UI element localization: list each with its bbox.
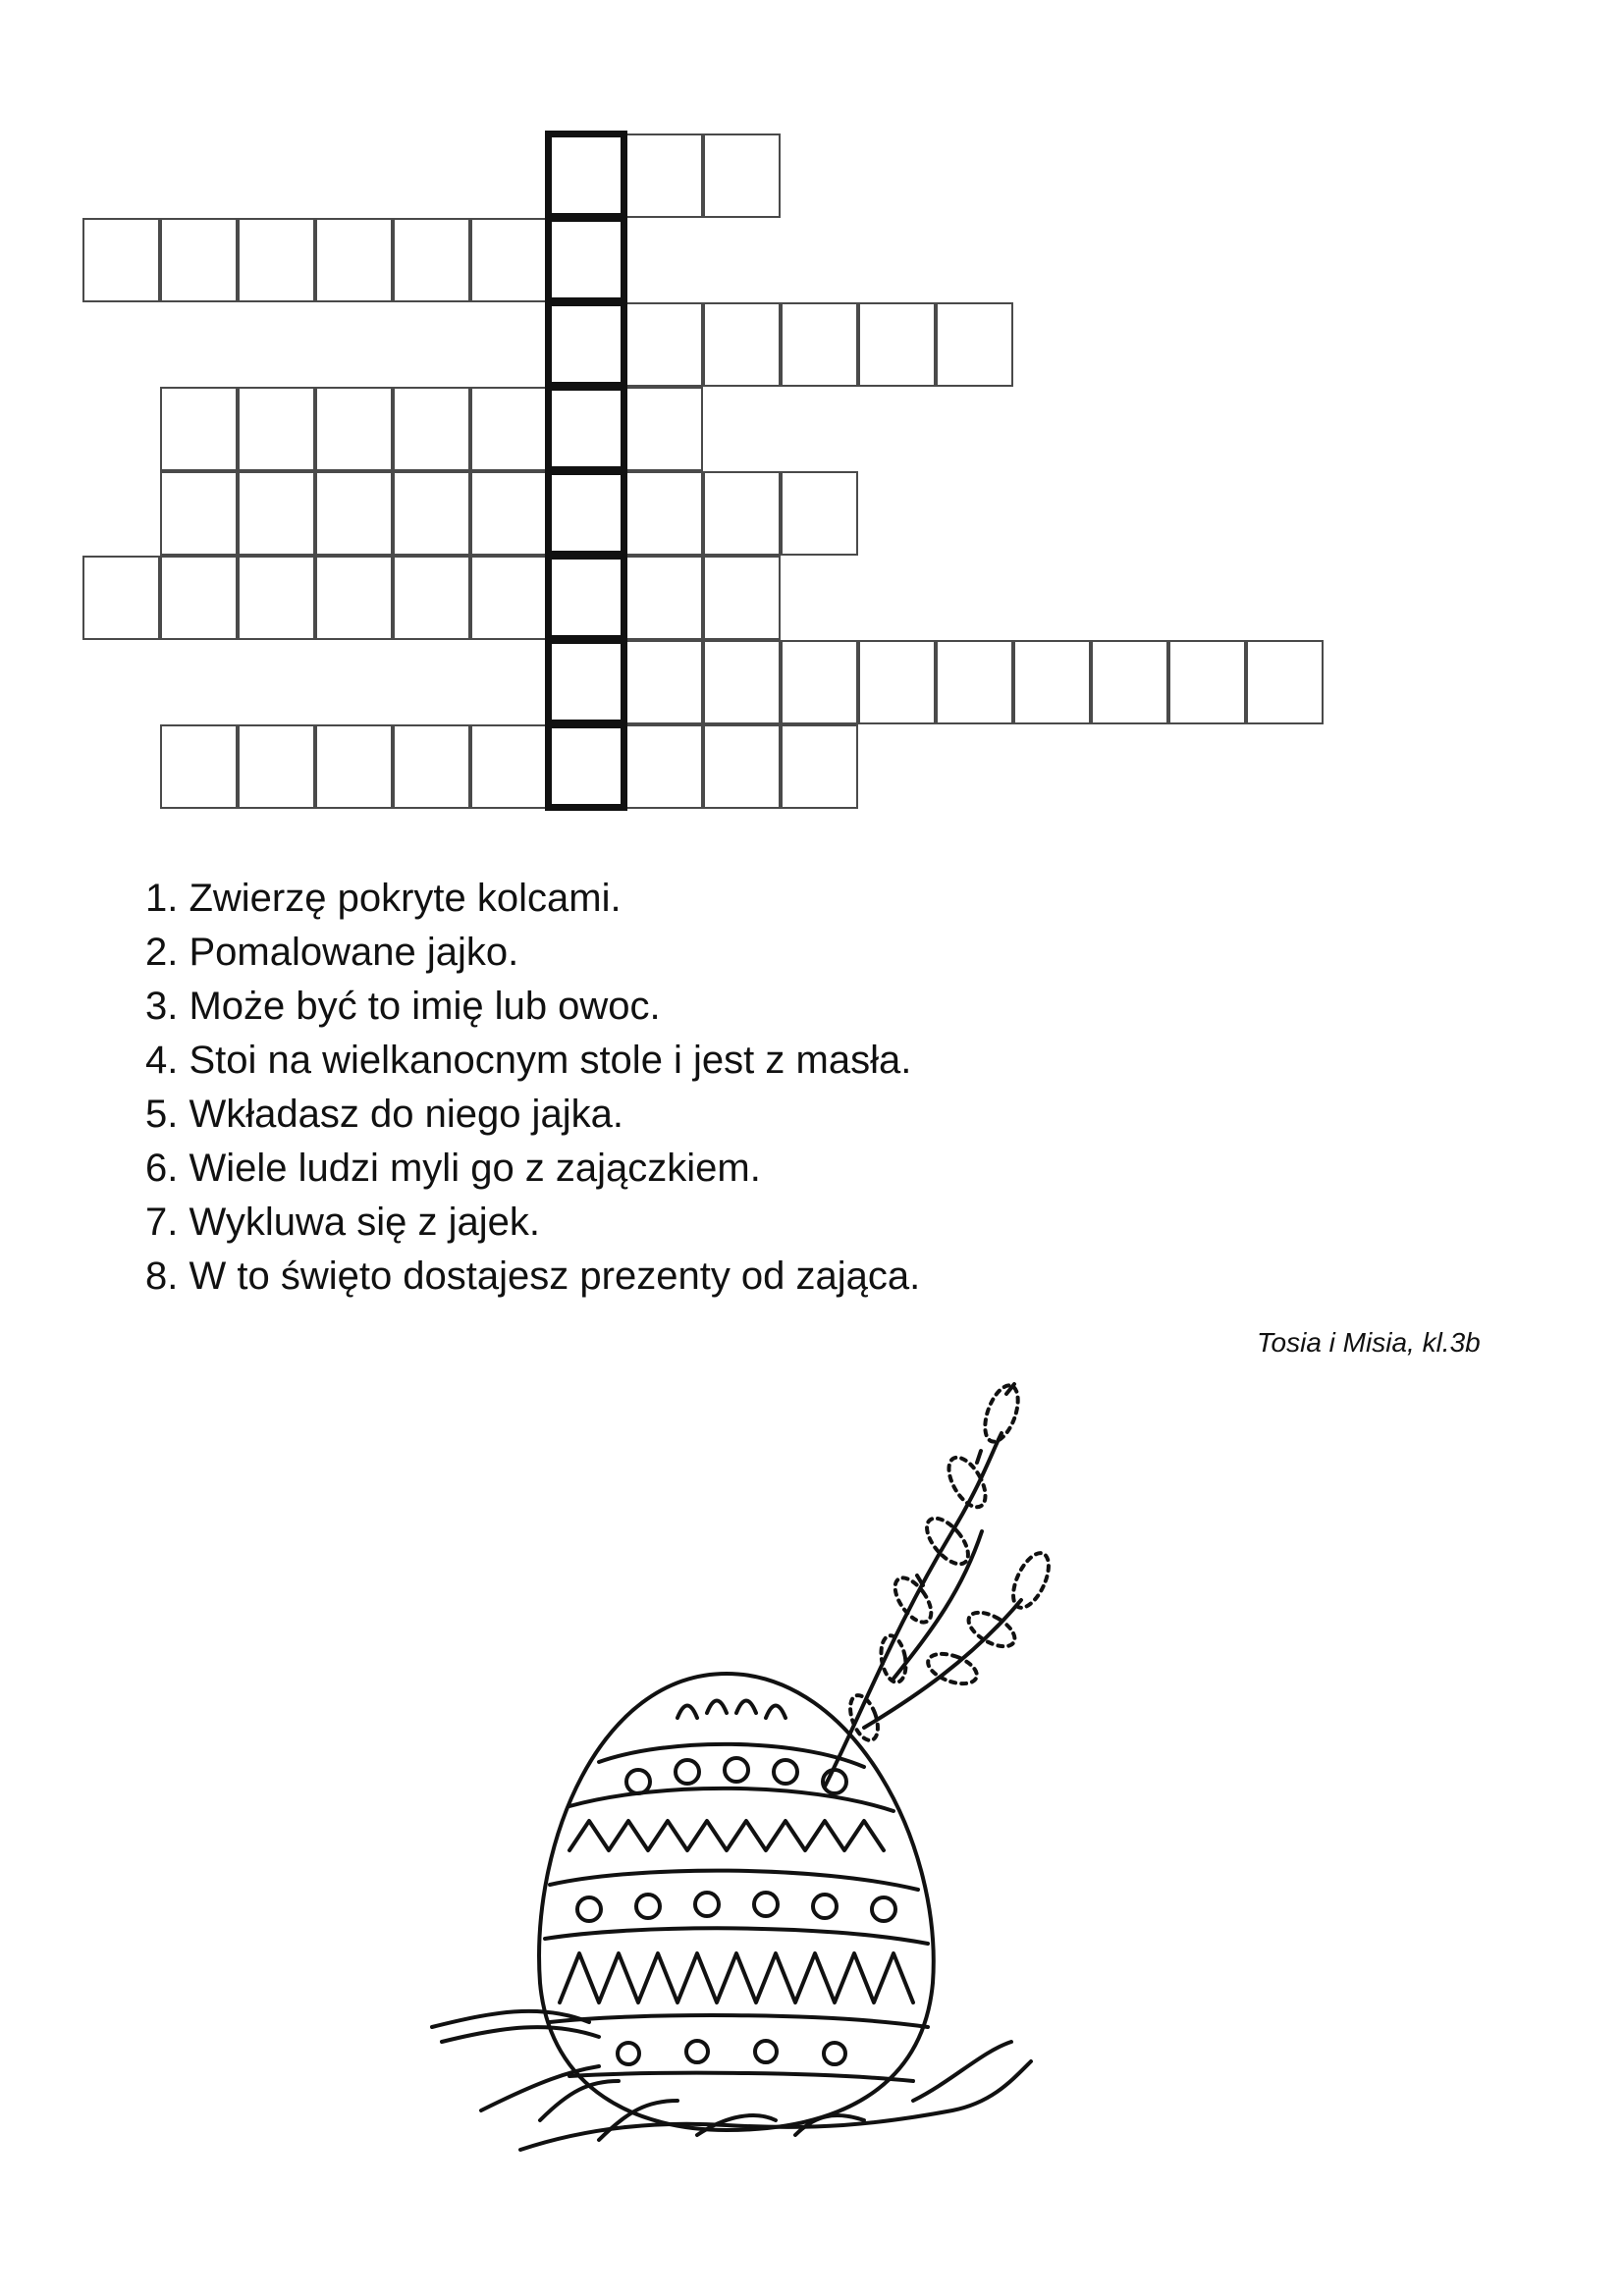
crossword-cell: [160, 724, 238, 809]
crossword-cell: [1091, 640, 1168, 724]
crossword-cell: [703, 302, 781, 387]
crossword-cell: [393, 471, 470, 556]
crossword-cell: [545, 468, 627, 558]
crossword-cell: [625, 640, 703, 724]
crossword-cell: [625, 471, 703, 556]
crossword-cell: [82, 218, 160, 302]
clue-3: 3. Może być to imię lub owoc.: [145, 985, 661, 1028]
crossword-cell: [82, 556, 160, 640]
crossword-cell: [625, 302, 703, 387]
crossword-cell: [703, 640, 781, 724]
crossword-cell: [625, 133, 703, 218]
crossword-cell: [393, 387, 470, 471]
crossword-cell: [470, 471, 548, 556]
crossword-cell: [315, 218, 393, 302]
author-credit: Tosia i Misia, kl.3b: [1257, 1327, 1481, 1358]
pussy-willow-icon: [825, 1381, 1056, 1787]
crossword-cell: [781, 640, 858, 724]
crossword-cell: [936, 302, 1013, 387]
clue-4: 4. Stoi na wielkanocnym stole i jest z masła.: [145, 1039, 912, 1082]
crossword-cell: [625, 387, 703, 471]
easter-egg-with-pussy-willow-icon: [403, 1335, 1090, 2233]
crossword-cell: [545, 553, 627, 642]
crossword-cell: [545, 215, 627, 304]
clue-1: 1. Zwierzę pokryte kolcami.: [145, 877, 622, 920]
clue-7: 7. Wykluwa się z jajek.: [145, 1201, 540, 1244]
crossword-cell: [315, 387, 393, 471]
crossword-cell: [703, 471, 781, 556]
crossword-cell: [470, 724, 548, 809]
crossword-cell: [1246, 640, 1324, 724]
crossword-cell: [1013, 640, 1091, 724]
crossword-cell: [545, 637, 627, 726]
crossword-cell: [238, 471, 315, 556]
crossword-grid: [0, 0, 1624, 825]
crossword-cell: [781, 724, 858, 809]
clue-5: 5. Wkładasz do niego jajka.: [145, 1093, 623, 1136]
crossword-cell: [545, 721, 627, 811]
crossword-cell: [470, 218, 548, 302]
crossword-cell: [238, 724, 315, 809]
clue-6: 6. Wiele ludzi myli go z zajączkiem.: [145, 1147, 761, 1190]
crossword-cell: [160, 471, 238, 556]
clue-8: 8. W to święto dostajesz prezenty od zająca.: [145, 1255, 921, 1298]
crossword-cell: [781, 302, 858, 387]
crossword-cell: [315, 471, 393, 556]
crossword-cell: [545, 131, 627, 220]
crossword-cell: [936, 640, 1013, 724]
clue-list: [145, 872, 920, 1304]
crossword-cell: [238, 387, 315, 471]
crossword-cell: [625, 556, 703, 640]
crossword-cell: [858, 302, 936, 387]
crossword-cell: [315, 724, 393, 809]
crossword-cell: [160, 387, 238, 471]
crossword-cell: [781, 471, 858, 556]
easter-egg-icon: [539, 1674, 934, 2130]
crossword-cell: [470, 556, 548, 640]
crossword-cell: [703, 556, 781, 640]
crossword-cell: [703, 724, 781, 809]
crossword-cell: [160, 218, 238, 302]
crossword-cell: [858, 640, 936, 724]
crossword-cell: [393, 218, 470, 302]
crossword-cell: [393, 556, 470, 640]
crossword-cell: [625, 724, 703, 809]
crossword-cell: [393, 724, 470, 809]
crossword-cell: [238, 218, 315, 302]
crossword-cell: [545, 299, 627, 389]
crossword-cell: [160, 556, 238, 640]
crossword-cell: [1168, 640, 1246, 724]
crossword-cell: [315, 556, 393, 640]
clue-2: 2. Pomalowane jajko.: [145, 931, 519, 974]
crossword-cell: [238, 556, 315, 640]
crossword-cell: [703, 133, 781, 218]
crossword-cell: [470, 387, 548, 471]
crossword-cell: [545, 384, 627, 473]
